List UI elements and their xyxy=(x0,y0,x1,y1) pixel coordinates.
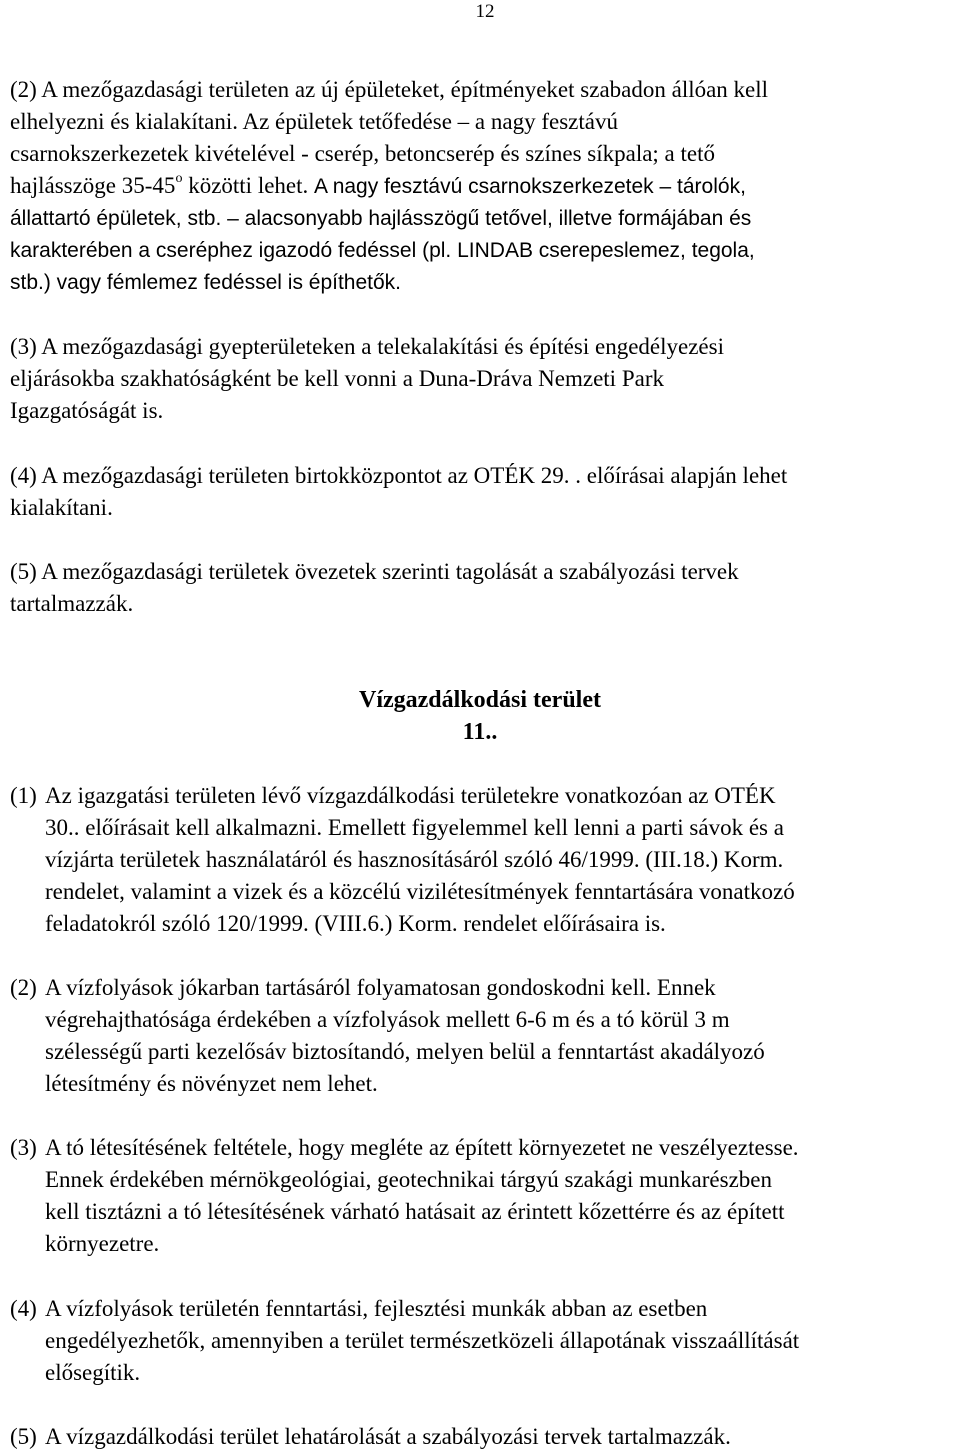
text-line: engedélyezhetők, amennyiben a terület természetközeli állapotának visszaállítását xyxy=(45,1328,800,1353)
text-line: 30.. előírásait kell alkalmazni. Emellett figyelemmel kell lenni a parti sávok és a xyxy=(45,815,784,840)
item-number: (4) xyxy=(10,1296,37,1321)
section-number-suffix: . xyxy=(491,719,498,745)
paragraph-2-mezogazdasagi xyxy=(10,74,955,299)
text-line: csarnokszerkezetek kivételével - cserép, betoncserép és színes síkpala; a tető xyxy=(10,141,716,166)
page-number: 12 xyxy=(475,1,495,22)
text-line: (2) A mezőgazdasági területen az új épületeket, építményeket szabadon állóan kell xyxy=(10,77,769,102)
text-line: létesítmény és növényzet nem lehet. xyxy=(45,1071,378,1096)
text-line: kell tisztázni a tó létesítésének várható hatásait az érintett kőzettérre és az épített xyxy=(45,1199,785,1224)
vizgazdalkodasi-item-5 xyxy=(10,1421,955,1453)
text-line: (5) A mezőgazdasági területek övezetek szerinti tagolását a szabályozási tervek xyxy=(10,559,739,584)
item-number: (2) xyxy=(10,975,37,1000)
section-number-value: 11. xyxy=(462,719,492,745)
text-line: Igazgatóságát is. xyxy=(10,398,164,423)
text-line xyxy=(10,170,955,203)
vizgazdalkodasi-item-1 xyxy=(10,780,955,940)
text-line: feladatokról szóló 120/1999. (VIII.6.) Korm. rendelet előírásaira is. xyxy=(45,911,666,936)
paragraph-5-mezogazdasagi xyxy=(10,556,955,620)
text-line: karakterében a cseréphez igazodó fedéssel (pl. LINDAB cserepeslemez, tegola, xyxy=(10,239,755,262)
text-line: A vízgazdálkodási terület lehatárolását a szabályozási tervek tartalmazzák. xyxy=(45,1424,731,1449)
text-line: vízjárta területek használatáról és hasznosításáról szóló 46/1999. (III.18.) Korm. xyxy=(45,847,784,872)
text-line: (3) A mezőgazdasági gyepterületeken a telekalakítási és építési engedélyezési xyxy=(10,334,724,359)
text-fragment: hajlásszöge 35-45 xyxy=(10,173,176,198)
vizgazdalkodasi-item-4 xyxy=(10,1293,955,1389)
text-line: stb.) vagy fémlemez fedéssel is építhetők. xyxy=(10,271,402,294)
paragraph-3-mezogazdasagi xyxy=(10,331,955,427)
text-line: rendelet, valamint a vizek és a közcélú vizilétesítmények fenntartására vonatkozó xyxy=(45,879,795,904)
paragraph-4-mezogazdasagi xyxy=(10,460,955,524)
item-number: (1) xyxy=(10,783,37,808)
text-line: Ennek érdekében mérnökgeológiai, geotechnikai tárgyú szakági munkarészben xyxy=(45,1167,772,1192)
text-line: végrehajthatósága érdekében a vízfolyások mellett 6-6 m és a tó körül 3 m xyxy=(45,1007,730,1032)
text-line: tartalmazzák. xyxy=(10,591,134,616)
text-line: szélességű parti kezelősáv biztosítandó, melyen belül a fenntartást akadályozó xyxy=(45,1039,765,1064)
text-line: A vízfolyások területén fenntartási, fejlesztési munkák abban az esetben xyxy=(45,1296,708,1321)
text-fragment-sans: A nagy fesztávú csarnokszerkezetek – tárolók, xyxy=(314,175,746,198)
text-fragment: közötti lehet. xyxy=(182,173,309,198)
text-line: elhelyezni és kialakítani. Az épületek tetőfedése – a nagy fesztávú xyxy=(10,109,618,134)
section-number xyxy=(0,716,960,748)
text-line: kialakítani. xyxy=(10,495,113,520)
text-line: környezetre. xyxy=(45,1231,160,1256)
text-line: Az igazgatási területen lévő vízgazdálkodási területekre vonatkozóan az OTÉK xyxy=(45,783,776,808)
text-line: elősegítik. xyxy=(45,1360,141,1385)
item-number: (5) xyxy=(10,1424,37,1449)
text-line: A tó létesítésének feltétele, hogy megléte az épített környezetet ne veszélyeztesse. xyxy=(45,1135,799,1160)
vizgazdalkodasi-item-2 xyxy=(10,972,955,1100)
degree-superscript: o xyxy=(175,171,183,186)
section-title: Vízgazdálkodási terület xyxy=(359,687,601,713)
text-line: eljárásokba szakhatóságként be kell vonni a Duna-Dráva Nemzeti Park xyxy=(10,366,664,391)
text-line: A vízfolyások jókarban tartásáról folyamatosan gondoskodni kell. Ennek xyxy=(45,975,716,1000)
item-number: (3) xyxy=(10,1135,37,1160)
text-line: állattartó épületek, stb. – alacsonyabb hajlásszögű tetővel, illetve formájában és xyxy=(10,207,752,230)
vizgazdalkodasi-item-3 xyxy=(10,1132,955,1260)
text-line: (4) A mezőgazdasági területen birtokközpontot az OTÉK 29. . előírásai alapján lehet xyxy=(10,463,788,488)
